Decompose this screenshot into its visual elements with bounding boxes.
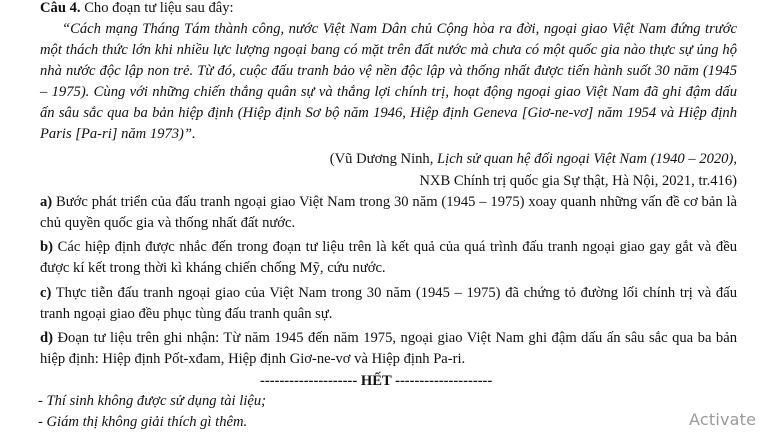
statement-label: c) [40,285,52,301]
activate-watermark: Activate [689,410,757,429]
statement-label: d) [40,330,53,346]
end-dashes-right: -------------------- [395,373,493,389]
note-line: - Giám thị không giải thích gì thêm. [38,414,248,430]
source-author: (Vũ Dương Ninh, [329,151,438,167]
end-text: HẾT [360,373,392,389]
source-title: Lịch sử quan hệ đối ngoại Việt Nam (1940 – 2020) [437,151,734,167]
quote-line: “Cách mạng Tháng Tám thành công, nước Việt Nam Dân chủ Cộng hòa ra đời, ngoại giao Việt Nam đứng trước [62,21,737,37]
quote-line: – 1975). Cùng với những chiến thắng quân sự và thắng lợi chính trị, hoạt động ngoại giao Việt Nam đã ghi đậm dấu [40,84,737,100]
statement-line: tranh ngoại giao đều phục tùng đấu tranh quân sự. [40,306,333,322]
quote-line: một thách thức lớn khi nhiều lực lượng ngoại bang có mặt trên đất nước mà chưa có một quốc gia nào thực sự ủng hộ [40,42,737,58]
end-marker [260,371,492,392]
statement-line: được kí kết trong thời kì kháng chiến chống Mỹ, cứu nước. [40,260,386,276]
source-citation-line1 [330,149,737,170]
statement-text: Bước phát triển của đấu tranh ngoại giao Việt Nam trong 30 năm (1945 – 1975) xoay quanh những vấn đề cơ bản là [56,194,737,210]
end-dashes-left: -------------------- [260,373,358,389]
statement-line [40,237,737,258]
question-label: Câu 4. [40,0,81,16]
question-heading [40,0,234,19]
statement-line [40,328,737,349]
statement-label: a) [40,194,53,210]
statement-line [40,283,737,304]
statement-text: Các hiệp định được nhắc đến trong đoạn tư liệu trên là kết quả của quá trình đấu tranh ngoại giao gay gắt và đều [57,239,737,255]
question-intro: Cho đoạn tư liệu sau đây: [84,0,234,16]
note-line: - Thí sinh không được sử dụng tài liệu; [38,393,267,409]
quote-line: ấn sâu sắc qua ba bản hiệp định (Hiệp định Sơ bộ năm 1946, Hiệp định Geneva [Giơ-ne-vơ] năm 1954 và Hiệp định [40,105,737,121]
source-citation-line2: NXB Chính trị quốc gia Sự thật, Hà Nội, 2021, tr.416) [419,173,737,189]
statement-label: b) [40,239,53,255]
quote-line: Paris [Pa-ri] năm 1973)”. [40,126,196,142]
statement-text: Đoạn tư liệu trên ghi nhận: Từ năm 1945 đến năm 1975, ngoại giao Việt Nam ghi đậm dấu ấn sâu sắc qua ba bản [57,330,737,346]
statement-text: Thực tiễn đấu tranh ngoại giao của Việt Nam trong 30 năm (1945 – 1975) đã chứng tỏ đường lối chính trị và đấu [55,285,738,301]
statement-line [40,192,737,213]
quote-line: nhà nước độc lập non trẻ. Từ đó, cuộc đấu tranh bảo vệ nền độc lập và thống nhất được tiến hành suốt 30 năm (1945 [40,63,737,79]
source-comma: , [733,151,737,167]
statement-line: chủ quyền quốc gia và thống nhất đất nước. [40,215,296,231]
statement-line: hiệp định: Hiệp định Pốt-xđam, Hiệp định Giơ-ne-vơ và Hiệp định Pa-ri. [40,351,466,367]
